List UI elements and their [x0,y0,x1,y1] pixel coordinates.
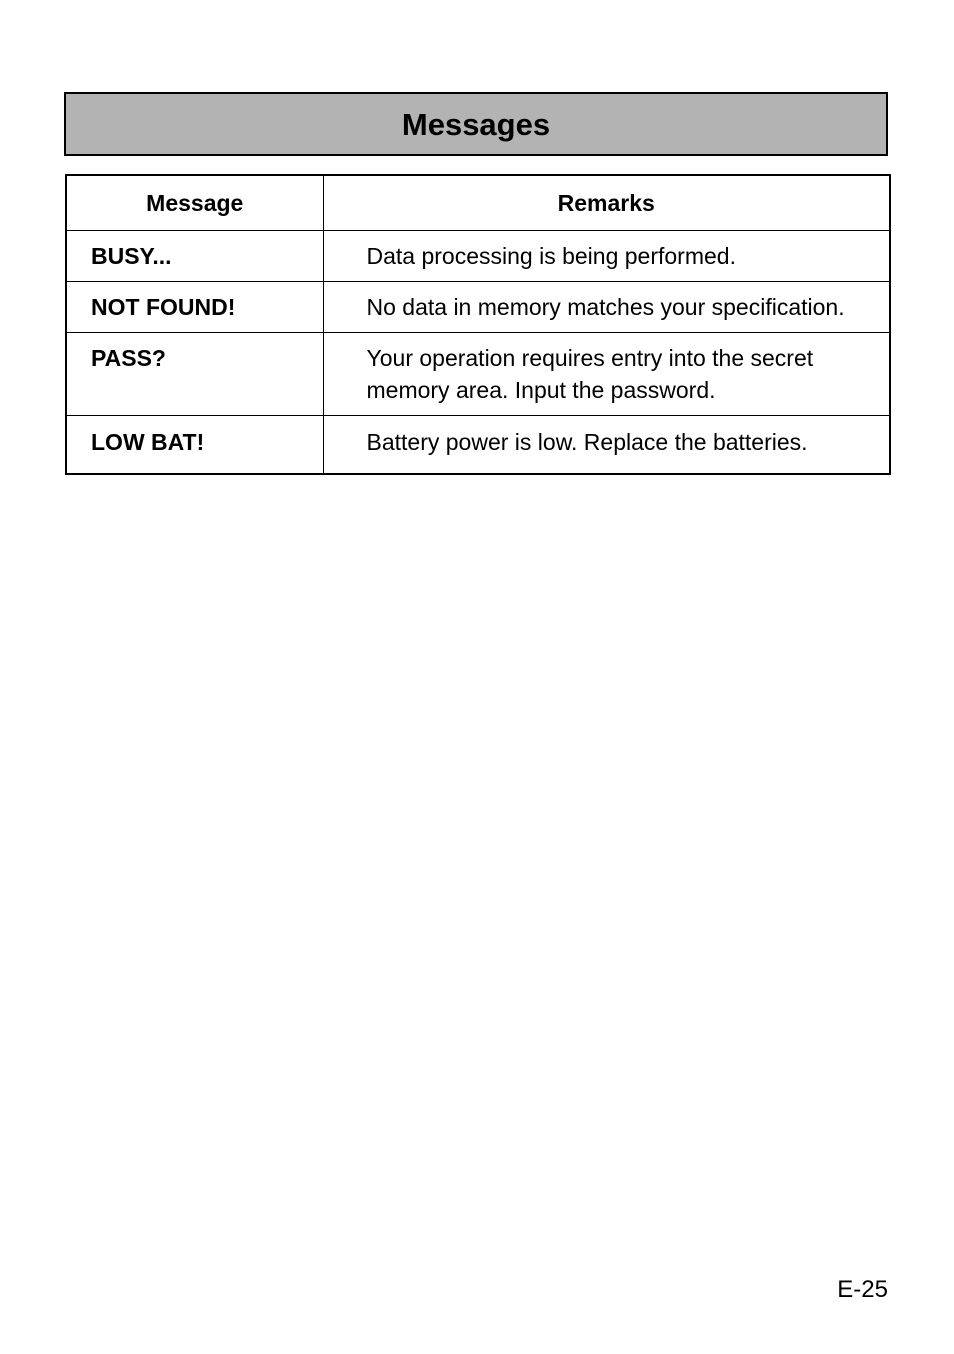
table-row [66,416,890,475]
table-row [66,282,890,333]
message-cell: PASS? [66,333,323,416]
table-header-row [66,175,890,231]
table-row [66,231,890,282]
remark-cell: Data processing is being performed. [323,231,890,282]
message-cell: LOW BAT! [66,416,323,475]
messages-table [65,174,891,475]
column-header-message: Message [66,175,323,231]
section-title: Messages [401,106,551,142]
page-number: E-25 [837,1276,888,1303]
remark-cell: Your operation requires entry into the secret memory area. Input the password. [323,333,890,416]
remark-cell: No data in memory matches your specification. [323,282,890,333]
message-cell: NOT FOUND! [66,282,323,333]
section-title-bar [64,92,888,156]
table-row [66,333,890,416]
remark-cell: Battery power is low. Replace the batteries. [323,416,890,475]
message-cell: BUSY... [66,231,323,282]
column-header-remarks: Remarks [323,175,890,231]
